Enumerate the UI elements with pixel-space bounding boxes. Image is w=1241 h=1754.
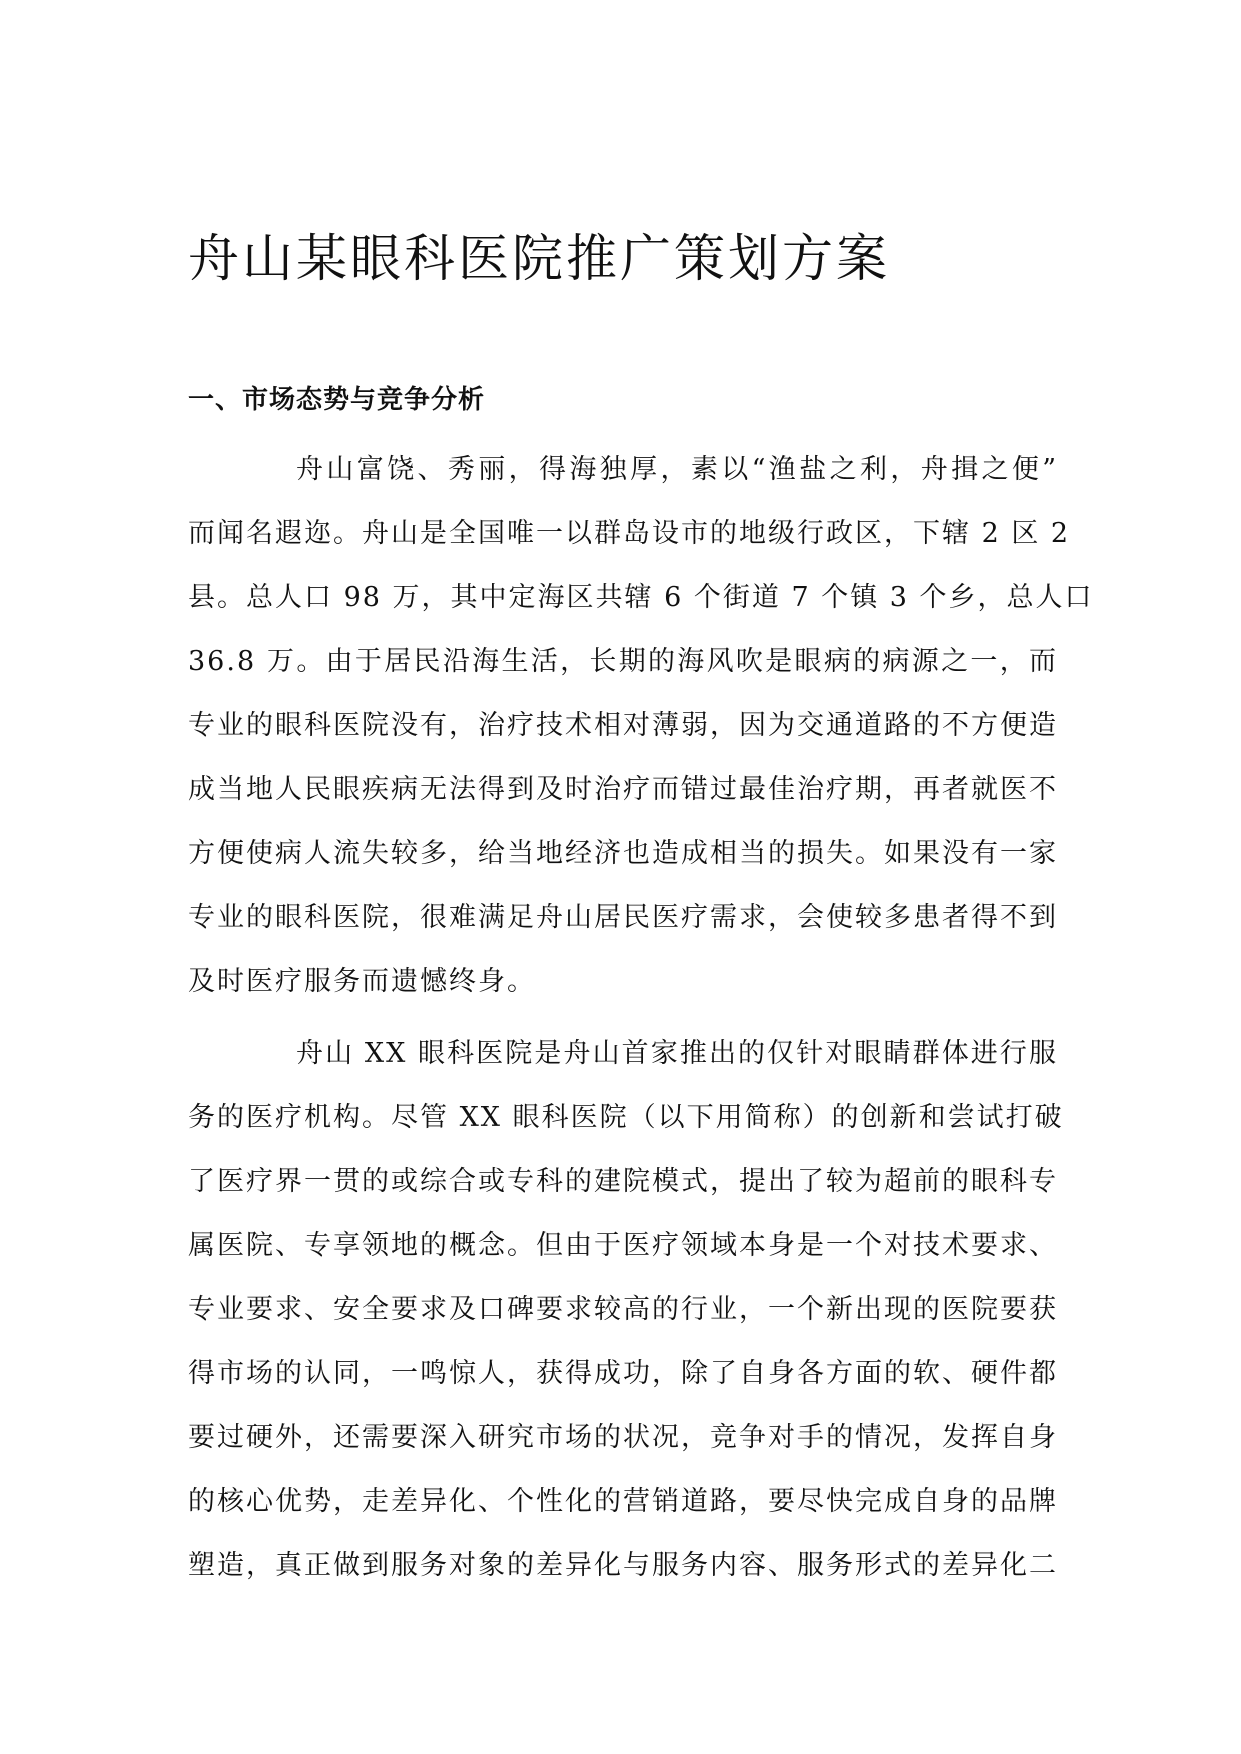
paragraph-line: 的核心优势，走差异化、个性化的营销道路，要尽快完成自身的品牌 bbox=[188, 1486, 1058, 1517]
paragraph-line: 专业的眼科医院，很难满足舟山居民医疗需求，会使较多患者得不到 bbox=[188, 902, 1058, 933]
paragraph-line: 塑造，真正做到服务对象的差异化与服务内容、服务形式的差异化二 bbox=[188, 1550, 1058, 1581]
paragraph-line: 舟山富饶、秀丽，得海独厚，素以“渔盐之利，舟揖之便” bbox=[296, 454, 1058, 485]
paragraph-line: 属医院、专享领地的概念。但由于医疗领域本身是一个对技术要求、 bbox=[188, 1230, 1058, 1261]
paragraph-line: 36.8 万。由于居民沿海生活，长期的海风吹是眼病的病源之一，而 bbox=[188, 646, 1058, 677]
paragraph-line: 要过硬外，还需要深入研究市场的状况，竞争对手的情况，发挥自身 bbox=[188, 1422, 1058, 1453]
paragraph-line: 及时医疗服务而遗憾终身。 bbox=[188, 966, 536, 997]
paragraph-line: 而闻名遐迩。舟山是全国唯一以群岛设市的地级行政区，下辖 2 区 2 bbox=[188, 518, 1071, 549]
paragraph-line: 务的医疗机构。尽管 XX 眼科医院（以下用简称）的创新和尝试打破 bbox=[188, 1102, 1064, 1133]
paragraph-line: 舟山 XX 眼科医院是舟山首家推出的仅针对眼睛群体进行服 bbox=[296, 1038, 1058, 1069]
section-heading: 一、市场态势与竞争分析 bbox=[188, 385, 486, 415]
paragraph-line: 专业要求、安全要求及口碑要求较高的行业，一个新出现的医院要获 bbox=[188, 1294, 1058, 1325]
paragraph-line: 成当地人民眼疾病无法得到及时治疗而错过最佳治疗期，再者就医不 bbox=[188, 774, 1058, 805]
paragraph-line: 专业的眼科医院没有，治疗技术相对薄弱，因为交通道路的不方便造 bbox=[188, 710, 1058, 741]
paragraph-2 bbox=[188, 1022, 1064, 1598]
document-title: 舟山某眼科医院推广策划方案 bbox=[188, 230, 891, 289]
paragraph-line: 了医疗界一贯的或综合或专科的建院模式，提出了较为超前的眼科专 bbox=[188, 1166, 1058, 1197]
paragraph-line: 县。总人口 98 万，其中定海区共辖 6 个街道 7 个镇 3 个乡，总人口 bbox=[188, 582, 1094, 613]
paragraph-line: 得市场的认同，一鸣惊人，获得成功，除了自身各方面的软、硬件都 bbox=[188, 1358, 1058, 1389]
paragraph-1 bbox=[188, 438, 1094, 1014]
paragraph-line: 方便使病人流失较多，给当地经济也造成相当的损失。如果没有一家 bbox=[188, 838, 1058, 869]
